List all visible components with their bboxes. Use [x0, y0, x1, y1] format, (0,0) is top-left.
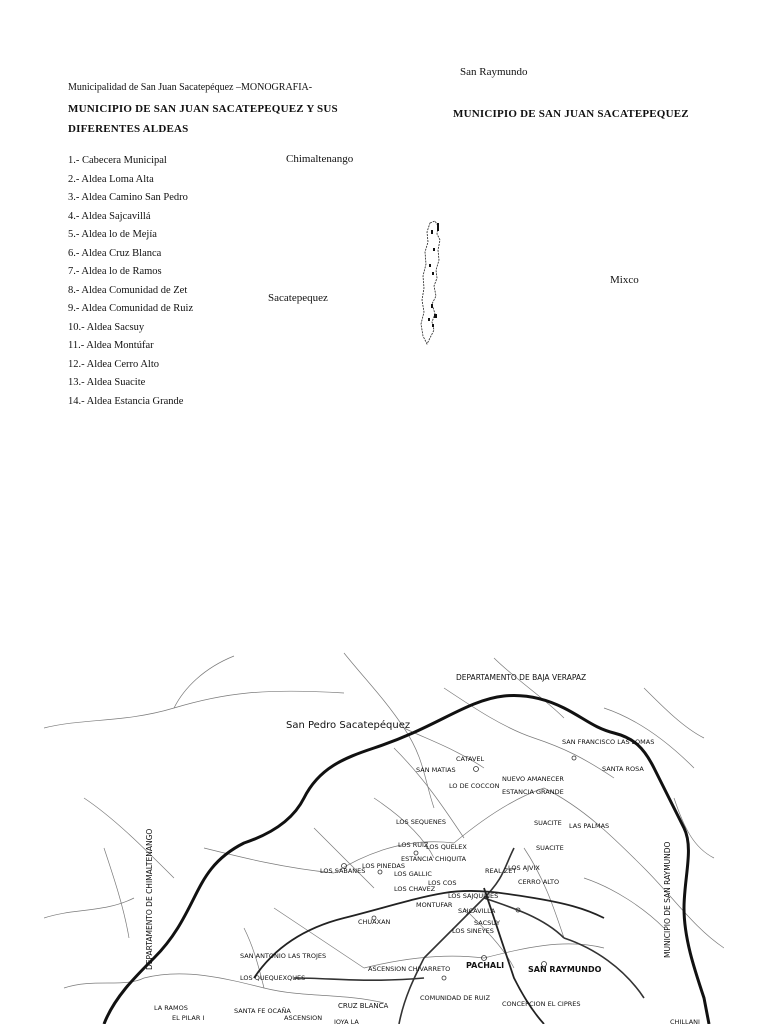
- list-item: 12.- Aldea Cerro Alto: [68, 358, 159, 370]
- map-place-label: LOS AJVIX: [508, 864, 540, 872]
- map-place-label: LOS SABANES: [320, 867, 366, 875]
- municipality-outline: [421, 221, 440, 344]
- map-place-label: JOYA LA: [334, 1018, 359, 1024]
- baja-verapaz-label: DEPARTAMENTO DE BAJA VERAPAZ: [456, 673, 587, 682]
- map-place-label: CHUAXAN: [358, 918, 391, 926]
- map-place-label: PACHALI: [466, 961, 505, 970]
- map-place-label: SAJCAVILLA: [458, 907, 496, 915]
- list-item: 13.- Aldea Suacite: [68, 377, 146, 388]
- map-place-label: LOS QUELEX: [426, 843, 467, 851]
- map-place-label: NUEVO AMANECER: [502, 775, 564, 783]
- map-place-label: SAN FRANCISCO LAS LOMAS: [562, 738, 655, 746]
- map-place-label: LOS SEQUENES: [396, 818, 447, 826]
- map-place-label: EL PILAR I: [172, 1014, 205, 1022]
- map-place-label: ESTANCIA CHIQUITA: [401, 855, 467, 863]
- list-item: 2.- Aldea Loma Alta: [68, 173, 154, 185]
- list-item: 14.- Aldea Estancia Grande: [68, 395, 184, 407]
- neighbor-west-label: Sacatepequez: [268, 292, 328, 304]
- map-place-label: MONTUFAR: [416, 901, 453, 909]
- aldea-markers: [428, 223, 439, 327]
- map-place-label: SAN RAYMUNDO: [528, 965, 602, 974]
- map-place-label: ESTANCIA GRANDE: [502, 788, 564, 796]
- map-place-label: LOS PINEDAS: [362, 862, 405, 870]
- aldea-list: [68, 152, 193, 411]
- map-place-label: CRUZ BLANCA: [338, 1002, 389, 1010]
- san-pedro-label: San Pedro Sacatepéquez: [286, 720, 411, 731]
- map-place-label: LOS CHAVEZ: [394, 885, 436, 893]
- small-map-title: MUNICIPIO DE SAN JUAN SACATEPEQUEZ: [453, 108, 689, 120]
- map-place-label: SAN MATIAS: [416, 766, 456, 774]
- map-place-label: CONCEPCION EL CIPRES: [502, 1000, 581, 1008]
- list-item: 3.- Aldea Camino San Pedro: [68, 192, 188, 203]
- map-place-label: LOS QUEQUEXQUES: [240, 974, 306, 982]
- document-title: MUNICIPIO DE SAN JUAN SACATEPEQUEZ Y SUS DIFERENTES ALDEAS: [68, 103, 338, 135]
- list-item: 5.- Aldea lo de Mejía: [68, 229, 157, 240]
- map-place-label: SAN ANTONIO LAS TROJES: [240, 952, 327, 960]
- map-place-label: LOS SAJQUINES: [448, 892, 499, 900]
- map-place-label: CHILLANI: [670, 1018, 700, 1024]
- map-place-label: SUACITE: [536, 844, 564, 852]
- map-place-label: SANTA FE OCAÑA: [234, 1007, 291, 1015]
- document-header: Municipalidad de San Juan Sacatepéquez –MONOGRAFIA-: [68, 82, 313, 93]
- map-place-label: SANTA ROSA: [602, 765, 644, 773]
- list-item: 9.- Aldea Comunidad de Ruiz: [68, 303, 194, 314]
- list-item: 4.- Aldea Sajcavillá: [68, 210, 151, 222]
- chimaltenango-dept-label: DEPARTAMENTO DE CHIMALTENANGO: [145, 828, 154, 970]
- municipality-outline-map: [418, 220, 448, 346]
- detailed-municipality-map: [44, 648, 724, 1024]
- list-item: 6.- Aldea Cruz Blanca: [68, 247, 162, 259]
- map-place-label: LO DE COCCON: [449, 782, 500, 790]
- map-place-label: ASCENSION CHIVARRETO: [368, 965, 451, 973]
- list-item: 8.- Aldea Comunidad de Zet: [68, 284, 188, 296]
- map-place-label: CERRO ALTO: [518, 878, 560, 886]
- list-item: 1.- Cabecera Municipal: [68, 155, 167, 166]
- map-place-label: LOS COS: [428, 879, 457, 887]
- map-place-label: LAS PALMAS: [569, 822, 610, 830]
- list-item: 11.- Aldea Montúfar: [68, 340, 154, 351]
- map-place-label: SUACITE: [534, 819, 562, 827]
- map-place-label: LOS SINEYES: [452, 927, 494, 935]
- map-place-label: LA RAMOS: [154, 1004, 188, 1012]
- san-raymundo-mun-label: MUNICIPIO DE SAN RAYMUNDO: [663, 841, 672, 958]
- map-place-label: REAL ZET: [485, 867, 517, 875]
- neighbor-north-label: San Raymundo: [460, 66, 528, 78]
- list-item: 7.- Aldea lo de Ramos: [68, 266, 162, 277]
- map-place-label: ASCENSION: [284, 1014, 323, 1022]
- map-place-label: CATAVEL: [456, 755, 485, 763]
- map-place-label: LOS GALLIC: [394, 870, 432, 878]
- neighbor-east-label: Mixco: [610, 274, 639, 286]
- list-item: 10.- Aldea Sacsuy: [68, 321, 145, 333]
- neighbor-northwest-label: Chimaltenango: [286, 153, 354, 165]
- map-place-label: COMUNIDAD DE RUIZ: [420, 994, 491, 1002]
- map-place-label: SACSUY: [474, 919, 500, 927]
- map-place-label: LOS RUIZ: [398, 841, 429, 849]
